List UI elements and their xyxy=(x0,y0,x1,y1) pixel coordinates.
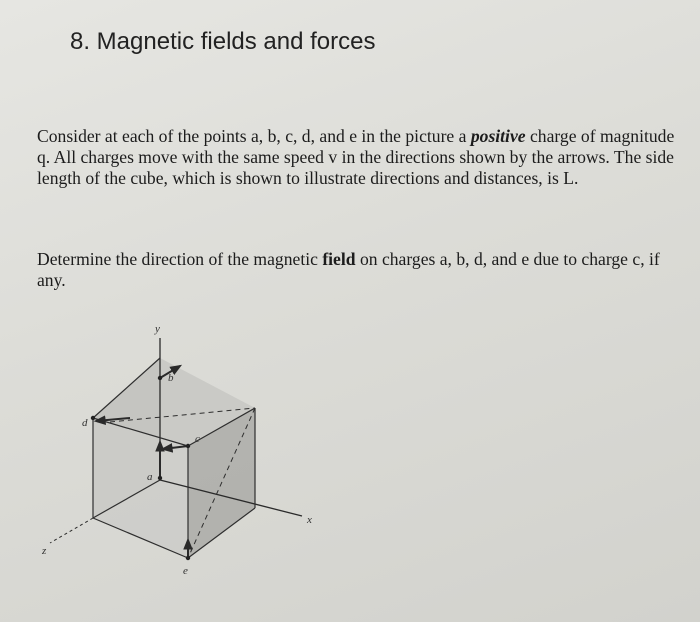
x-axis-label: x xyxy=(307,514,312,526)
charge-point-a xyxy=(158,476,162,480)
label-a: a xyxy=(147,471,153,483)
question-text-end: on charges a, b, d, and e due to charge c, if any. xyxy=(37,249,660,290)
charge-point-d xyxy=(91,416,95,420)
statement-text-start: Consider at each of the points a, b, c, d, and e in the picture a xyxy=(37,126,471,146)
cube-figure xyxy=(30,318,330,580)
problem-statement xyxy=(37,126,682,189)
charge-point-e xyxy=(186,556,190,560)
label-b: b xyxy=(168,372,174,384)
z-axis-dashed xyxy=(50,518,93,543)
label-d: d xyxy=(82,417,88,429)
charge-point-c xyxy=(186,444,190,448)
question-text xyxy=(37,249,682,291)
y-axis-label: y xyxy=(155,323,160,335)
z-axis-label: z xyxy=(42,545,47,557)
section-heading: 8. Magnetic fields and forces xyxy=(70,28,376,55)
label-c: c xyxy=(195,433,200,445)
statement-emphasis: positive xyxy=(470,126,526,146)
statement-text-end: charge of magnitude q. All charges move with the same speed v in the directions shown by the arrows. The side length of the cube, which is shown to illustrate directions and distances, is L. xyxy=(37,126,675,188)
label-e: e xyxy=(183,565,188,577)
question-bold-word: field xyxy=(322,249,356,269)
question-text-start: Determine the direction of the magnetic xyxy=(37,249,323,269)
charge-point-b xyxy=(158,376,162,380)
